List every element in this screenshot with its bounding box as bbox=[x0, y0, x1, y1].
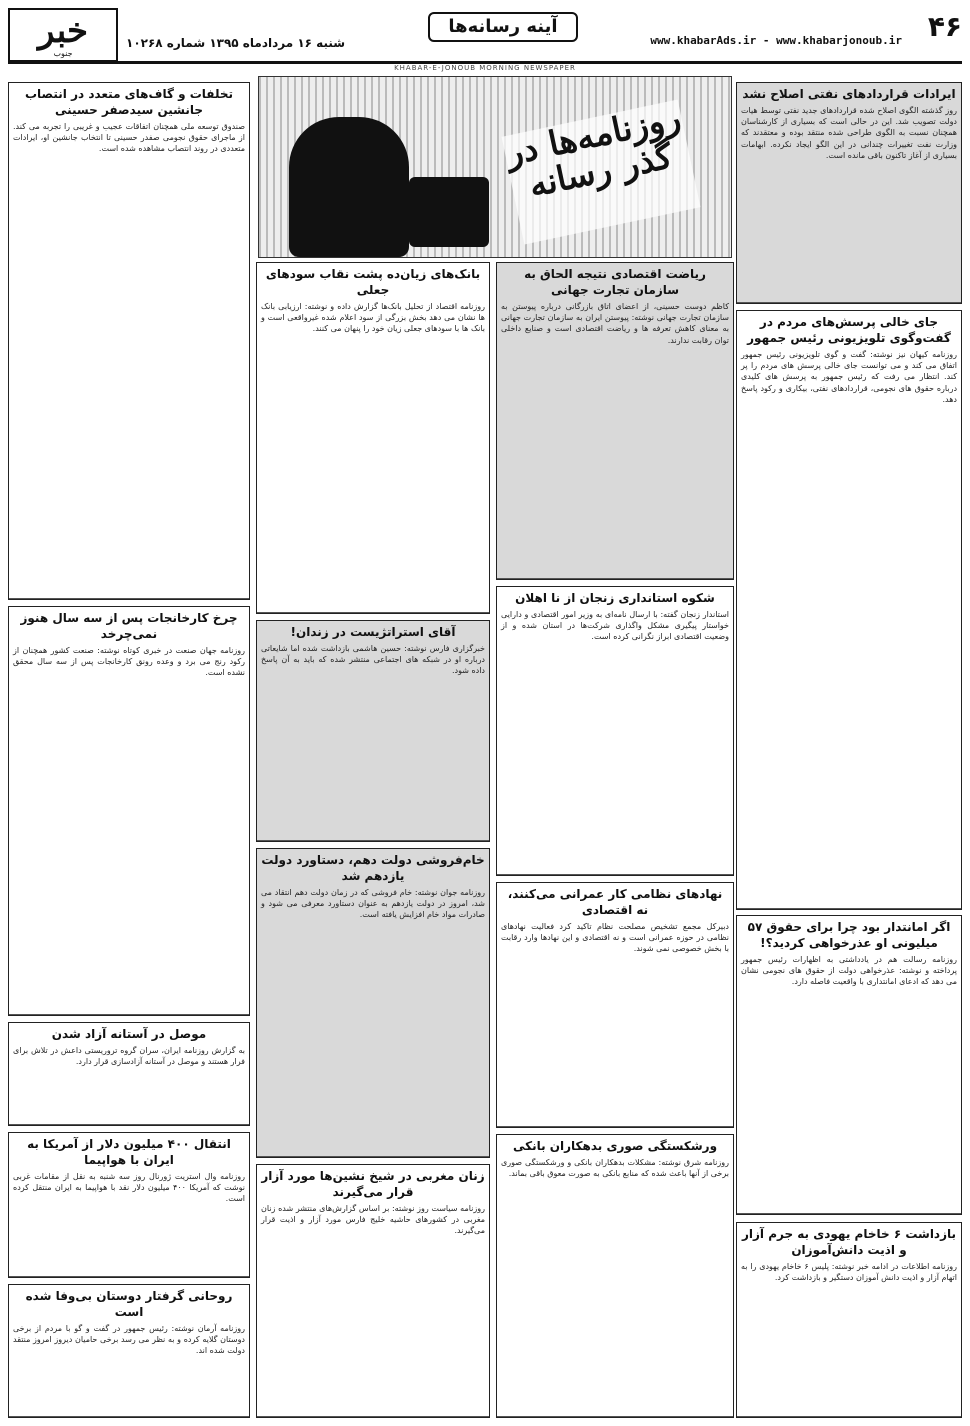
headline: نهادهای نظامی کار عمرانی می‌کنند، نه اقتصادی bbox=[507, 887, 723, 917]
headline: انتقال ۴۰۰ میلیون دلار از آمریکا به ایران با هواپیما bbox=[27, 1137, 231, 1167]
headline: بازداشت ۶ خاخام یهودی به جرم آزار و اذیت دانش‌آموزان bbox=[741, 1227, 957, 1257]
headline: بانک‌های زیان‌ده پشت نقاب سودهای جعلی bbox=[265, 267, 481, 297]
article-body: روزنامه شرق نوشته: مشکلات بدهکاران بانکی و ورشکستگی صوری برخی از آنها باعث شده که منابع بانکی به صورت معوق باقی بماند. bbox=[501, 1158, 729, 1179]
article-body: به گزارش روزنامه ایران، سران گروه تروریستی داعش در تلاش برای فرار هستند و موصل در آستانه آزادسازی قرار دارد. bbox=[13, 1046, 245, 1067]
article-president-tv bbox=[736, 310, 962, 910]
article-body: دبیرکل مجمع تشخیص مصلحت نظام تاکید کرد فعالیت نهادهای نظامی در حوزه عمرانی است و نه اقتصادی و این نهادها وارد رقابت با بخش خصوصی نمی شوند. bbox=[501, 922, 729, 954]
headline: شکوه استانداری زنجان از نا اهلان bbox=[515, 591, 715, 605]
page-number: ۴۶ bbox=[927, 10, 962, 43]
article-economy bbox=[496, 262, 734, 580]
headline: روحانی گرفتار دوستان بی‌وفا شده است bbox=[25, 1289, 233, 1319]
newspaper-logo bbox=[8, 8, 118, 62]
article-body: روزنامه جهان صنعت در خبری کوتاه نوشته: صنعت کشور همچنان از رکود رنج می برد و وعده رونق کارخانجات پس از سه سال محقق نشده است. bbox=[13, 646, 245, 678]
article-privatization bbox=[256, 848, 490, 1158]
article-bank-debt bbox=[496, 1134, 734, 1418]
article-body: خبرگزاری فارس نوشته: حسین هاشمی بازداشت شده اما شایعاتی درباره او در شبکه های اجتماعی منتشر شده که باید به آن پاسخ داده شود. bbox=[261, 644, 485, 676]
article-contracts bbox=[736, 82, 962, 304]
article-body: روزنامه آرمان نوشته: رئیس جمهور در گفت و گو با مردم از برخی دوستان گلایه کرده و به نظر می رسد برخی حامیان دیروز امروز منتقد دولت شده اند. bbox=[13, 1324, 245, 1356]
article-strategist bbox=[256, 620, 490, 842]
masthead bbox=[8, 8, 962, 64]
article-salary bbox=[736, 915, 962, 1215]
article-body: روزنامه سیاست روز نوشته: بر اساس گزارش‌های منتشر شده زنان مغربی در کشورهای حاشیه خلیج فارس مورد آزار و اذیت قرار می‌گیرند. bbox=[261, 1204, 485, 1236]
article-body: روز گذشته الگوی اصلاح شده قراردادهای جدید نفتی توسط هیات دولت تصویب شد. این در حالی است که بسیاری از کارشناسان همچنان نسبت به الگوی طراحی شده منتقد بوده و معتقدند که وزارت نفت تغییرات چندانی در این الگو ایجاد نکرده. ابهامات بسیاری از آغاز تاکنون باقی مانده است. bbox=[741, 106, 957, 160]
article-women bbox=[256, 1164, 490, 1418]
article-military bbox=[496, 882, 734, 1128]
article-body: روزنامه کیهان نیز نوشته: گفت و گوی تلویزیونی رئیس جمهور اتفاق می کند و می توانست جای خالی پرسش های مردم را پر کند. انتظار می رفت که رئیس جمهور به پرسش های کلیدی درباره حقوق های نجومی، قراردادهای نفتی، بیکاری و رکود پاسخ دهد. bbox=[741, 350, 957, 404]
headline: جای خالی پرسش‌های مردم در گفت‌وگوی تلویزیونی رئیس جمهور bbox=[747, 315, 951, 345]
headline: ریاضت اقتصادی نتیجه الحاق به سازمان تجارت جهانی bbox=[524, 267, 706, 297]
english-strip: KHABAR-E-JONOUB MORNING NEWSPAPER bbox=[394, 64, 576, 72]
headline: اگر امانتدار بود چرا برای حقوق ۵۷ میلیونی او عذرخواهی کردید؟! bbox=[747, 920, 951, 950]
photo-banner: روزنامه‌ها در گذر رسانه bbox=[502, 99, 701, 244]
logo-text: خبر bbox=[37, 10, 89, 51]
article-arrest bbox=[736, 1222, 962, 1418]
article-threshold bbox=[8, 1022, 250, 1126]
headline: تخلفات و گاف‌های متعدد در انتصاب جانشین سیدصفر حسینی bbox=[24, 87, 233, 117]
article-banks bbox=[256, 262, 490, 614]
article-friends bbox=[8, 1284, 250, 1418]
article-conflicts bbox=[8, 82, 250, 600]
article-body: استاندار زنجان گفته: با ارسال نامه‌ای به وزیر امور اقتصادی و دارایی خواستار پیگیری مشکل واگذاری شرکت‌ها در استان شده و از وضعیت اقتصادی ابراز نگرانی کرده است. bbox=[501, 610, 729, 642]
headline: چرخ کارخانجات پس از سه سال هنوز نمی‌چرخد bbox=[20, 611, 238, 641]
chair-silhouette bbox=[409, 177, 489, 247]
logo-subtext: جنوب bbox=[53, 48, 73, 58]
reader-silhouette bbox=[289, 117, 409, 257]
headline: ایرادات قراردادهای نفتی اصلاح نشد bbox=[742, 87, 956, 101]
issue-info: شنبه ۱۶ مردادماه ۱۳۹۵ شماره ۱۰۲۶۸ bbox=[126, 36, 346, 50]
article-zanjan bbox=[496, 586, 734, 876]
site-urls[interactable]: www.khabarAds.ir - www.khabarjonoub.ir bbox=[650, 34, 902, 47]
headline: موصل در آستانه آزاد شدن bbox=[51, 1027, 207, 1041]
article-body: روزنامه جوان نوشته: خام فروشی که در زمان دولت دهم انتقاد می شد، امروز در دولت یازدهم به عنوان دستاورد معرفی می شود و صادرات مواد خام افزایش یافته است. bbox=[261, 888, 485, 920]
article-body: روزنامه اقتصاد از تحلیل بانک‌ها گزارش داده و نوشته: ارزیابی بانک ها نشان می دهد بخش بزرگی از سود اعلام شده غیرواقعی است و بانک ها با سودهای جعلی زیان خود را پنهان می کنند. bbox=[261, 302, 485, 334]
article-body: روزنامه رسالت هم در یادداشتی به اظهارات رئیس جمهور پرداخته و نوشته: عذرخواهی دولت از حقوق های نجومی نشان می دهد که ادعای امانتداری با واقعیت فاصله دارد. bbox=[741, 955, 957, 987]
article-body: کاظم دوست حسینی، از اعضای اتاق بازرگانی درباره پیوستن به سازمان تجارت جهانی نوشته: پیوستن ایران به سازمان تجارت جهانی به معنای کاهش تعرفه ها و ریاضت اقتصادی است و صنایع داخلی توان رقابت ندارند. bbox=[501, 302, 729, 345]
section-title: آینه رسانه‌ها bbox=[428, 12, 578, 42]
headline: زنان مغربی در شیخ نشین‌ها مورد آزار قرار می‌گیرند bbox=[261, 1169, 485, 1199]
article-factories bbox=[8, 606, 250, 1016]
headline: ورشکستگی صوری بدهکاران بانکی bbox=[512, 1139, 718, 1153]
article-transfer bbox=[8, 1132, 250, 1278]
article-body: روزنامه وال استریت ژورنال روز سه شنبه به نقل از مقامات غربی نوشت که آمریکا ۴۰۰ میلیون دلار نقد با هواپیما به ایران منتقل کرده است. bbox=[13, 1172, 245, 1204]
article-body: صندوق توسعه ملی همچنان اتفاقات عجیب و غریبی را تجربه می کند. از ماجرای حقوق نجومی صفدر حسینی تا انتخاب جانشین او، ایرادات متعددی در روند انتصاب مشاهده شده است. bbox=[13, 122, 245, 154]
headline: خام‌فروشی دولت دهم، دستاورد دولت یازدهم شد bbox=[261, 853, 485, 883]
newspapers-photo bbox=[258, 76, 732, 258]
article-body: روزنامه اطلاعات در ادامه خبر نوشته: پلیس ۶ خاخام یهودی را به اتهام آزار و اذیت دانش آموزان دستگیر و بازداشت کرد. bbox=[741, 1262, 957, 1283]
headline: آقای استراتژیست در زندان! bbox=[290, 625, 456, 639]
